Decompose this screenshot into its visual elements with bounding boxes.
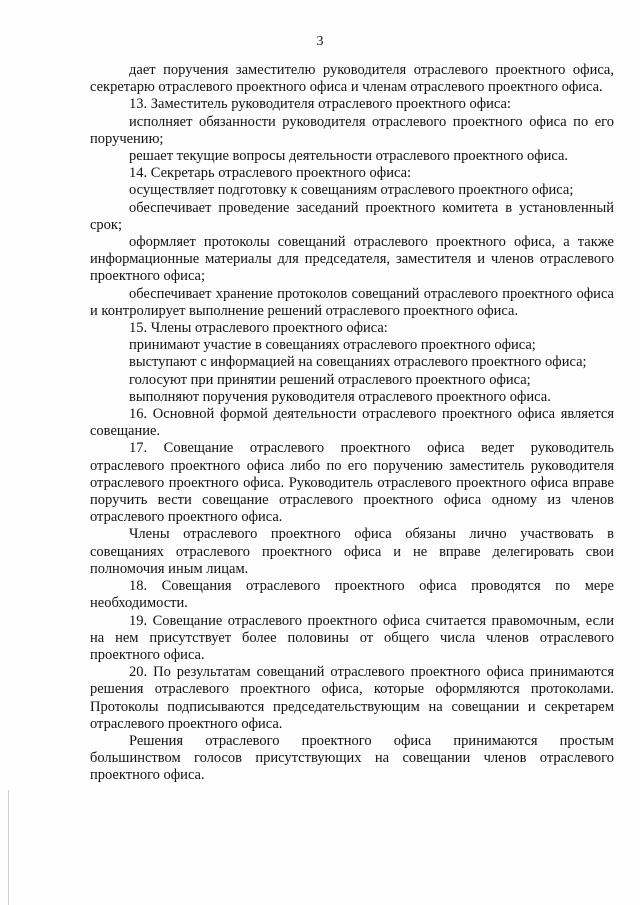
paragraph-14-duty-3: оформляет протоколы совещаний отраслевого проектного офиса, а также информационные материалы для председателя, заместителя и членов отраслевого проектного офиса; xyxy=(90,234,614,285)
paragraph-16: 16. Основной формой деятельности отраслевого проектного офиса является совещание. xyxy=(90,406,614,440)
paragraph-20: 20. По результатам совещаний отраслевого проектного офиса принимаются решения отраслевого проектного офиса, которые оформляются протоколами. Протоколы подписываются председательствующим на совещании и секретарем отраслевого проектного офиса. xyxy=(90,664,614,732)
paragraph-14-duty-2: обеспечивает проведение заседаний проектного комитета в установленный срок; xyxy=(90,199,614,233)
paragraph-15-duty-4: выполняют поручения руководителя отраслевого проектного офиса. xyxy=(129,388,551,405)
paragraph-intro: дает поручения заместителю руководителя отраслевого проектного офиса, секретарю отраслевого проектного офиса и членам отраслевого проектного офиса. xyxy=(90,62,614,96)
paragraph-20-decisions: Решения отраслевого проектного офиса принимаются простым большинством голосов присутствующих на совещании членов отраслевого проектного офиса. xyxy=(90,732,614,784)
paragraph-15-duty-1: принимают участие в совещаниях отраслевого проектного офиса; xyxy=(129,337,536,354)
paragraph-17-members: Члены отраслевого проектного офиса обязаны лично участвовать в совещаниях отраслевого проектного офиса и не вправе делегировать свои полномочия иным лицам. xyxy=(90,526,614,577)
paragraph-19: 19. Совещание отраслевого проектного офиса считается правомочным, если на нем присутствует более половины от общего числа членов отраслевого проектного офиса. xyxy=(90,612,614,663)
page-number: 3 xyxy=(316,34,324,49)
paragraph-14-duty-4: обеспечивает хранение протоколов совещаний отраслевого проектного офиса и контролирует выполнение решений отраслевого проектного офиса. xyxy=(90,285,614,319)
paragraph-13: 13. Заместитель руководителя отраслевого проектного офиса: xyxy=(129,96,511,113)
paragraph-17: 17. Совещание отраслевого проектного офиса ведет руководитель отраслевого проектного офиса либо по его поручению заместитель руководителя отраслевого проектного офиса. Руководитель отраслевого проектного офиса вправе поручить вести совещание отраслевого проектного офиса одному из членов отраслевого проектного офиса. xyxy=(90,440,614,526)
paragraph-13-duty-1: исполняет обязанности руководителя отраслевого проектного офиса по его поручению; xyxy=(90,113,614,147)
paragraph-14: 14. Секретарь отраслевого проектного офиса: xyxy=(129,165,412,182)
paragraph-13-duty-2: решает текущие вопросы деятельности отраслевого проектного офиса. xyxy=(129,148,569,165)
paragraph-14-duty-1: осуществляет подготовку к совещаниям отраслевого проектного офиса; xyxy=(129,182,574,199)
paragraph-15-duty-2: выступают с информацией на совещаниях отраслевого проектного офиса; xyxy=(129,354,587,371)
paragraph-15-duty-3: голосуют при принятии решений отраслевого проектного офиса; xyxy=(129,371,531,388)
paragraph-15: 15. Члены отраслевого проектного офиса: xyxy=(129,320,388,337)
paragraph-18: 18. Совещания отраслевого проектного офиса проводятся по мере необходимости. xyxy=(90,578,614,612)
document-body xyxy=(90,62,614,785)
scan-edge-line xyxy=(8,790,9,905)
